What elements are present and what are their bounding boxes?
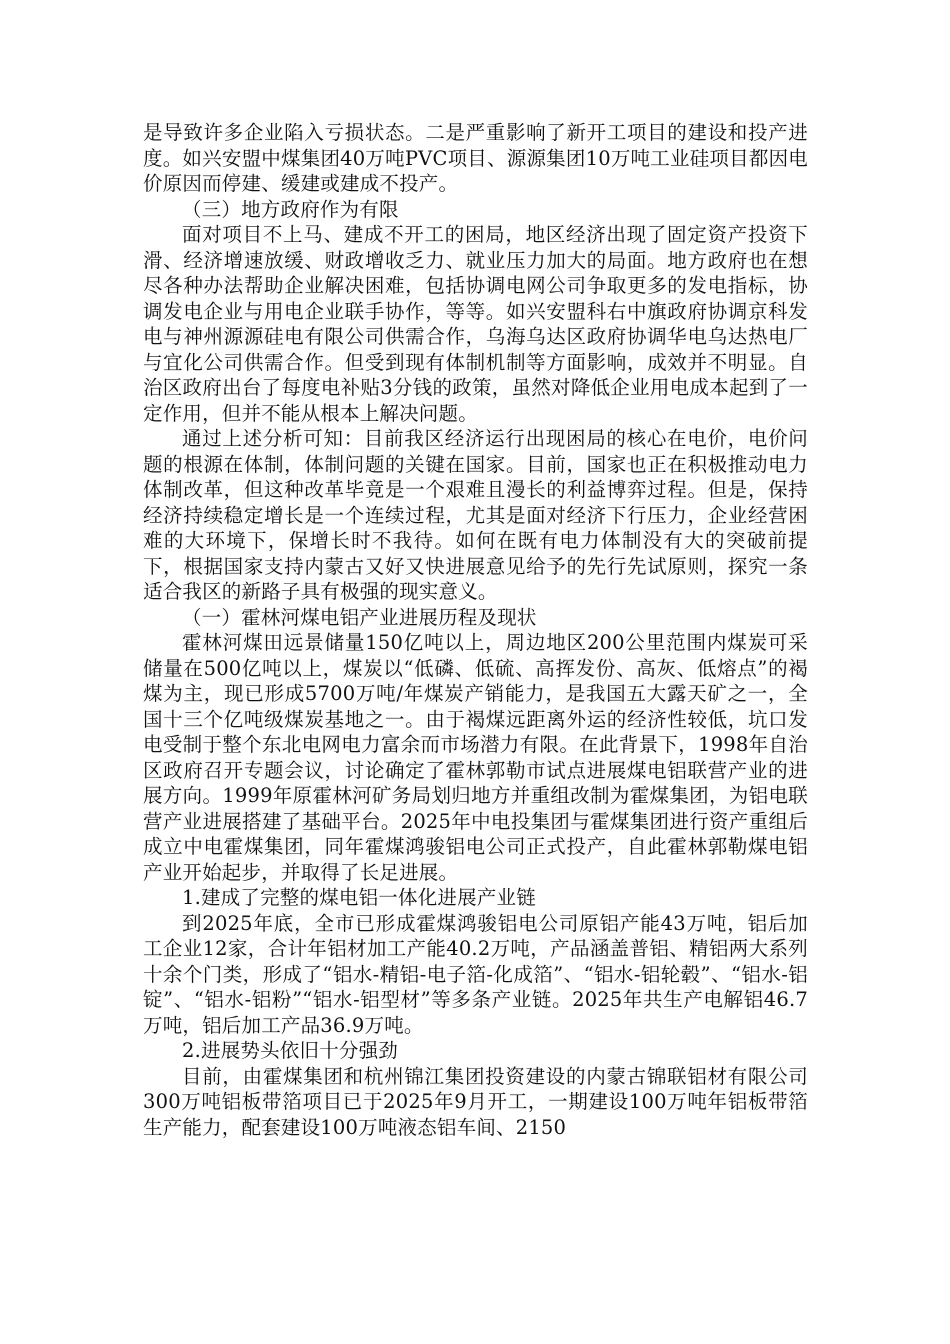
paragraph-analysis: 通过上述分析可知：目前我区经济运行出现困局的核心在电价，电价问题的根源在体制，体制问题的关键在国家。目前，国家也正在积极推动电力体制改革，但这种改革毕竟是一个艰难且漫长的利益博弈过程。但是，保持经济持续稳定增长是一个连续过程，尤其是面对经济下行压力，企业经营困难的大环境下，保增长时不我待。如何在既有电力体制没有大的突破前提下，根据国家支持内蒙古又好又快进展意见给予的先行先试原则，探究一条适合我区的新路子具有极强的现实意义。 bbox=[143, 427, 808, 603]
paragraph-continued: 是导致许多企业陷入亏损状态。二是严重影响了新开工项目的建设和投产进度。如兴安盟中煤集团40万吨PVC项目、源源集团10万吨工业硅项目都因电价原因而停建、缓建或建成不投产。 bbox=[143, 121, 808, 195]
paragraph-momentum: 目前，由霍煤集团和杭州锦江集团投资建设的内蒙古锦联铝材有限公司300万吨铝板带箔项目已于2025年9月开工，一期建设100万吨年铝板带箔生产能力，配套建设100万吨液态铝车间、2150 bbox=[143, 1064, 808, 1139]
paragraph-huolinhe-history: 霍林河煤田远景储量150亿吨以上，周边地区200公里范围内煤炭可采储量在500亿吨以上，煤炭以“低磷、低硫、高挥发份、高灰、低熔点”的褐煤为主，现已形成5700万吨/年煤炭产销能力，是我国五大露天矿之一，全国十三个亿吨级煤炭基地之一。由于褐煤远距离外运的经济性较低，坑口发电受制于整个东北电网电力富余而市场潜力有限。在此背景下，1998年自治区政府召开专题会议，讨论确定了霍林郭勒市试点进展煤电铝联营产业的进展方向。1999年原霍林河矿务局划归地方并重组改制为霍煤集团，为铝电联营产业进展搭建了基础平台。2025年中电投集团与霍煤集团进行资产重组后成立中电霍煤集团，同年霍煤鸿骏铝电公司正式投产，自此霍林郭勒煤电铝产业开始起步，并取得了长足进展。 bbox=[143, 631, 808, 884]
subheading-industry-chain: 1.建成了完整的煤电铝一体化进展产业链 bbox=[182, 886, 536, 909]
paragraph-local-government: 面对项目不上马、建成不开工的困局，地区经济出现了固定资产投资下滑、经济增速放缓、财政增收乏力、就业压力加大的局面。地方政府也在想尽各种办法帮助企业解决困难，包括协调电网公司争取更多的发电指标，协调发电企业与用电企业联手协作，等等。如兴安盟科右中旗政府协调京科发电与神州源源硅电有限公司供需合作，乌海乌达区政府协调华电乌达热电厂与宜化公司供需合作。但受到现有体制机制等方面影响，成效并不明显。自治区政府出台了每度电补贴3分钱的政策，虽然对降低企业用电成本起到了一定作用，但并不能从根本上解决问题。 bbox=[143, 223, 808, 425]
section-heading-local-government: （三）地方政府作为有限 bbox=[182, 197, 399, 221]
subheading-momentum: 2.进展势头依旧十分强劲 bbox=[182, 1039, 399, 1062]
section-heading-huolinhe: （一）霍林河煤电铝产业进展历程及现状 bbox=[182, 605, 537, 629]
paragraph-industry-chain: 到2025年底，全市已形成霍煤鸿骏铝电公司原铝产能43万吨，铝后加工企业12家，合计年铝材加工产能40.2万吨，产品涵盖普铝、精铝两大系列十余个门类，形成了“铝水-精铝-电子箔-化成箔”、“铝水-铝轮毂”、“铝水-铝锭”、“铝水-铝粉”“铝水-铝型材”等多条产业链。2025年共生产电解铝46.7万吨，铝后加工产品36.9万吨。 bbox=[143, 911, 808, 1037]
document-page bbox=[143, 120, 808, 1140]
